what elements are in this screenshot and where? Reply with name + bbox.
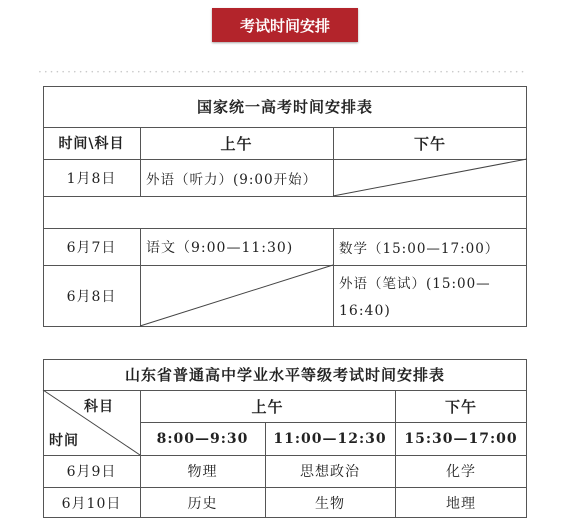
table2-afternoon-header: 下午 [444, 397, 477, 416]
table1-exam-cell: 数学（15:00—17:00） [339, 240, 500, 257]
table2-corner-subject: 科目 [84, 399, 114, 415]
table2-subject-cell: 物理 [187, 464, 218, 480]
section-title-badge: 考试时间安排 [212, 8, 358, 42]
empty-cell-diagonal [333, 159, 527, 196]
table1-corner-header: 时间\科目 [58, 136, 125, 152]
table2-subject-cell: 历史 [187, 495, 218, 512]
faint-text-line: ···················································································· [38, 65, 527, 79]
table2-subject-cell: 生物 [315, 495, 345, 512]
table1-title: 国家统一高考时间安排表 [196, 98, 373, 116]
time-slot-header: 11:00—12:30 [273, 430, 387, 447]
time-slot-header: 15:30—17:00 [404, 430, 518, 447]
table2-subject-cell: 化学 [446, 464, 476, 480]
table2-date-cell: 6月10日 [61, 495, 122, 512]
table1-morning-header: 上午 [220, 134, 253, 153]
table1-date-cell: 6月8日 [66, 288, 117, 305]
empty-cell-diagonal [140, 265, 333, 326]
table2-subject-cell: 地理 [446, 495, 476, 512]
table1-date-cell: 6月7日 [66, 239, 117, 256]
table2-subject-cell: 思想政治 [300, 464, 360, 480]
table2-title: 山东省普通高中学业水平等级考试时间安排表 [124, 366, 445, 384]
table1-exam-cell: 语文（9:00—11:30) [146, 239, 294, 256]
table2-corner-time: 时间 [49, 433, 79, 449]
table1-date-cell: 1月8日 [66, 170, 117, 187]
table1-exam-cell: 外语（听力）(9:00开始） [146, 171, 318, 188]
table2-morning-header: 上午 [251, 397, 284, 416]
table1-exam-cell-line2: 16:40) [339, 303, 391, 319]
table1-exam-cell-line1: 外语（笔试）(15:00— [339, 276, 491, 292]
table1-afternoon-header: 下午 [413, 134, 446, 153]
time-slot-header: 8:00—9:30 [156, 430, 249, 447]
table2-date-cell: 6月9日 [66, 464, 117, 480]
